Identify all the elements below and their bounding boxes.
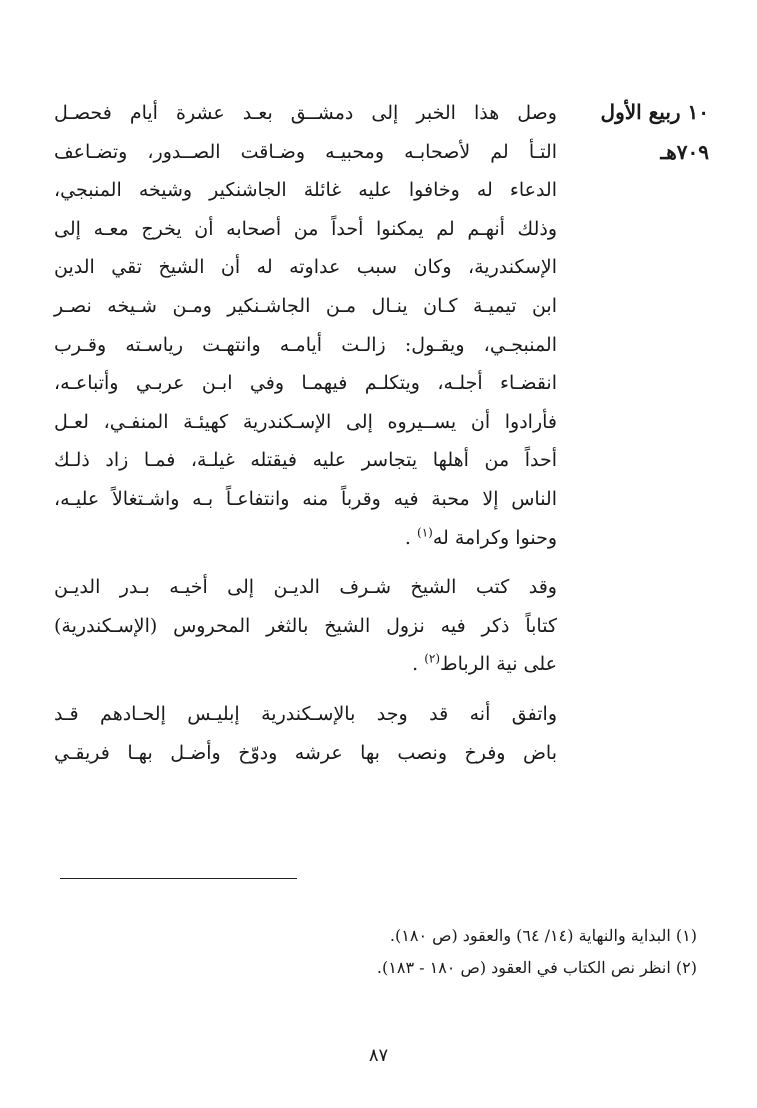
text-line: انقضـاء أجلـه، ويتكلـم فيهمـا وفي ابـن عربـي وأتباعـه، (54, 372, 557, 395)
text-line: أحداً من أهلها يتجاسر عليه فيقتله غيلـة، فمـا زاد ذلـك (54, 449, 557, 472)
sentence-end: . (404, 526, 418, 549)
sentence-end: . (412, 653, 425, 676)
text-line: وصل هذا الخبر إلى دمشــق بعـد عشرة أيام فحصـل (54, 102, 557, 124)
paragraph-3 (54, 695, 557, 772)
text-line: وذلك أنهـم لم يمكنوا أحداً من أصحابه أن يخرج معـه إلى (54, 217, 557, 240)
text-line-content: على نية الرباط (440, 653, 557, 676)
text-line: الناس إلا محبة فيه وقرباً منه وانتفاعـاً بـه واشـتغالاً عليـه، (54, 487, 557, 510)
paragraph-gap (54, 557, 557, 568)
footnote-ref-1: (١) (417, 525, 433, 540)
footnote-1: (١) البداية والنهاية (١٤/ ٦٤) والعقود (ص ١٨٠). (389, 926, 697, 945)
text-line: الإسكندرية، وكان سبب عداوته له أن الشيخ تقي الدين (54, 256, 557, 279)
text-line-content: وحنوا وكرامة له (432, 526, 557, 549)
footnote-ref-2: (٢) (424, 651, 441, 666)
page-number: ٨٧ (368, 1045, 389, 1066)
text-line: الدعاء له وخافوا عليه غائلة الجاشنكير وشيخه المنبجي، (54, 179, 557, 202)
paragraph-gap (54, 684, 557, 695)
text-line: المنبجـي، ويقـول: زالـت أيامـه وانتهـت رياسـته وقـرب (54, 333, 557, 356)
paragraph-1 (54, 94, 557, 557)
footnote-2: (٢) انظر نص الكتاب في العقود (ص ١٨٠ - ١٨٣). (376, 958, 697, 977)
text-line: التـأ لم لأصحابـه ومحبيـه وضـاقت الصــدور، وتضـاعف (54, 140, 557, 163)
paragraph-2 (54, 568, 557, 684)
text-line-last (54, 645, 557, 684)
margin-date-note (589, 92, 709, 172)
text-line: كتاباً ذكر فيه نزول الشيخ بالثغر المحروس (الإسـكندرية) (54, 614, 557, 637)
footnote-separator (60, 878, 297, 879)
text-line: فأرادوا أن يســيروه إلى الإسـكندرية كهيئـة المنفـي، لعـل (54, 410, 557, 433)
text-line: باض وفرخ ونصب بها عرشه ودوّخ وأضـل بهـا فريقـي (54, 741, 557, 764)
main-text (54, 94, 557, 772)
text-line: واتفق أنه قد وجد بالإسـكندرية إبليـس إلحـادهم قـد (54, 702, 557, 725)
text-line: وقد كتب الشيخ شـرف الديـن إلى أخيـه بـدر الديـن (54, 576, 557, 599)
text-line-last (54, 519, 557, 558)
margin-date-hijri-day: ١٠ ربيع الأول (600, 100, 709, 124)
footnotes (57, 920, 697, 984)
margin-date-hijri-year: ٧٠٩هـ (660, 140, 709, 164)
text-line: ابن تيميـة كـان ينـال مـن الجاشـنكير ومـن شـيخه نصـر (54, 294, 557, 317)
